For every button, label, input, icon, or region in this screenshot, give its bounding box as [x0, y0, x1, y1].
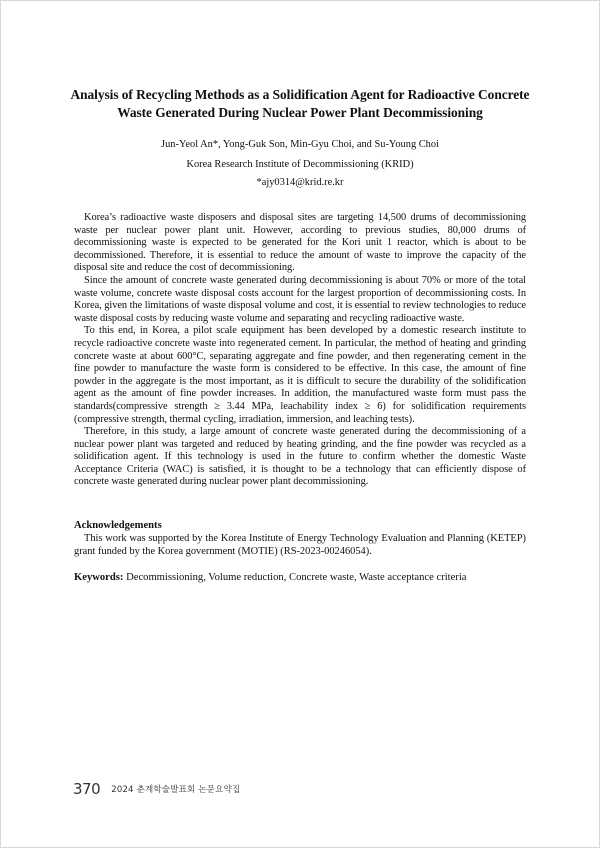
page-footer — [73, 779, 240, 798]
keywords-text: Decommissioning, Volume reduction, Concrete waste, Waste acceptance criteria — [126, 572, 467, 583]
paper-title: Analysis of Recycling Methods as a Solidification Agent for Radioactive Concrete Waste Generated During Nuclear Power Plant Decommissioning — [70, 87, 530, 120]
affiliation: Korea Research Institute of Decommissioning (KRID) — [186, 159, 414, 170]
body-paragraph-3: To this end, in Korea, a pilot scale equipment has been developed by a domestic research institute to recycle radioactive concrete waste into regenerated cement. In particular, the method of heating and grinding concrete waste at about 600°C, separating aggregate and fine powder, and then regenerating cement in the fine powder to manufacture the waste form is considered to be effective. In this case, the amount of fine powder in the aggregate is the most important, as it is difficult to secure the durability of the solidification agent as the amount of fine powder increases. In addition, the manufactured waste form must pass the standards(compressive strength ≥ 3.44 MPa, leachability index ≥ 6) for solidification requirements (compressive strength, thermal cycling, irradiation, immersion, and leaching tests). — [74, 325, 526, 425]
keywords-section — [74, 572, 526, 585]
author-list: Jun-Yeol An*, Yong-Guk Son, Min-Gyu Choi, and Su-Young Choi — [161, 139, 439, 150]
body-paragraph-2: Since the amount of concrete waste generated during decommissioning is about 70% or more of the total waste volume, concrete waste disposal costs account for the largest proportion of decommissioning costs. In Korea, given the limitations of waste disposal volume and cost, it is essential to review technologies to reduce waste disposal costs by reducing waste volume and separating and recycling radioactive waste. — [74, 274, 526, 324]
acknowledgements-text: This work was supported by the Korea Institute of Energy Technology Evaluation and Planning (KETEP) grant funded by the Korea government (MOTIE) (RS-2023-00246054). — [74, 533, 526, 557]
corresponding-email: *ajy0314@krid.re.kr — [256, 177, 344, 188]
keywords-label: Keywords: — [74, 572, 124, 583]
acknowledgements-section — [74, 533, 526, 558]
body-paragraph-1: Korea’s radioactive waste disposers and disposal sites are targeting 14,500 drums of decommissioning waste per nuclear power plant unit. However, according to previous studies, 80,000 drums of decommissioning waste is expected to be generated for the Kori unit 1 reactor, which is about to be decommissioned. Therefore, it is essential to reduce the amount of waste to improve the capacity of the disposal site and reduce the cost of decommissioning. — [74, 212, 526, 274]
acknowledgements-heading: Acknowledgements — [74, 520, 162, 531]
proceedings-label: 2024 춘계학술발표회 논문요약집 — [111, 785, 241, 795]
abstract-body — [74, 212, 526, 489]
body-paragraph-4: Therefore, in this study, a large amount of concrete waste generated during the decommissioning of a nuclear power plant was targeted and reduced by heating grinding, and the fine powder was recycled as a solidification agent. If this technology is used in the future to confirm whether the domestic Waste Acceptance Criteria (WAC) is satisfied, it is thought to be a technology that can efficiently dispose of concrete waste generated during nuclear power plant decommissioning. — [74, 426, 526, 488]
page-number: 370 — [73, 780, 101, 798]
